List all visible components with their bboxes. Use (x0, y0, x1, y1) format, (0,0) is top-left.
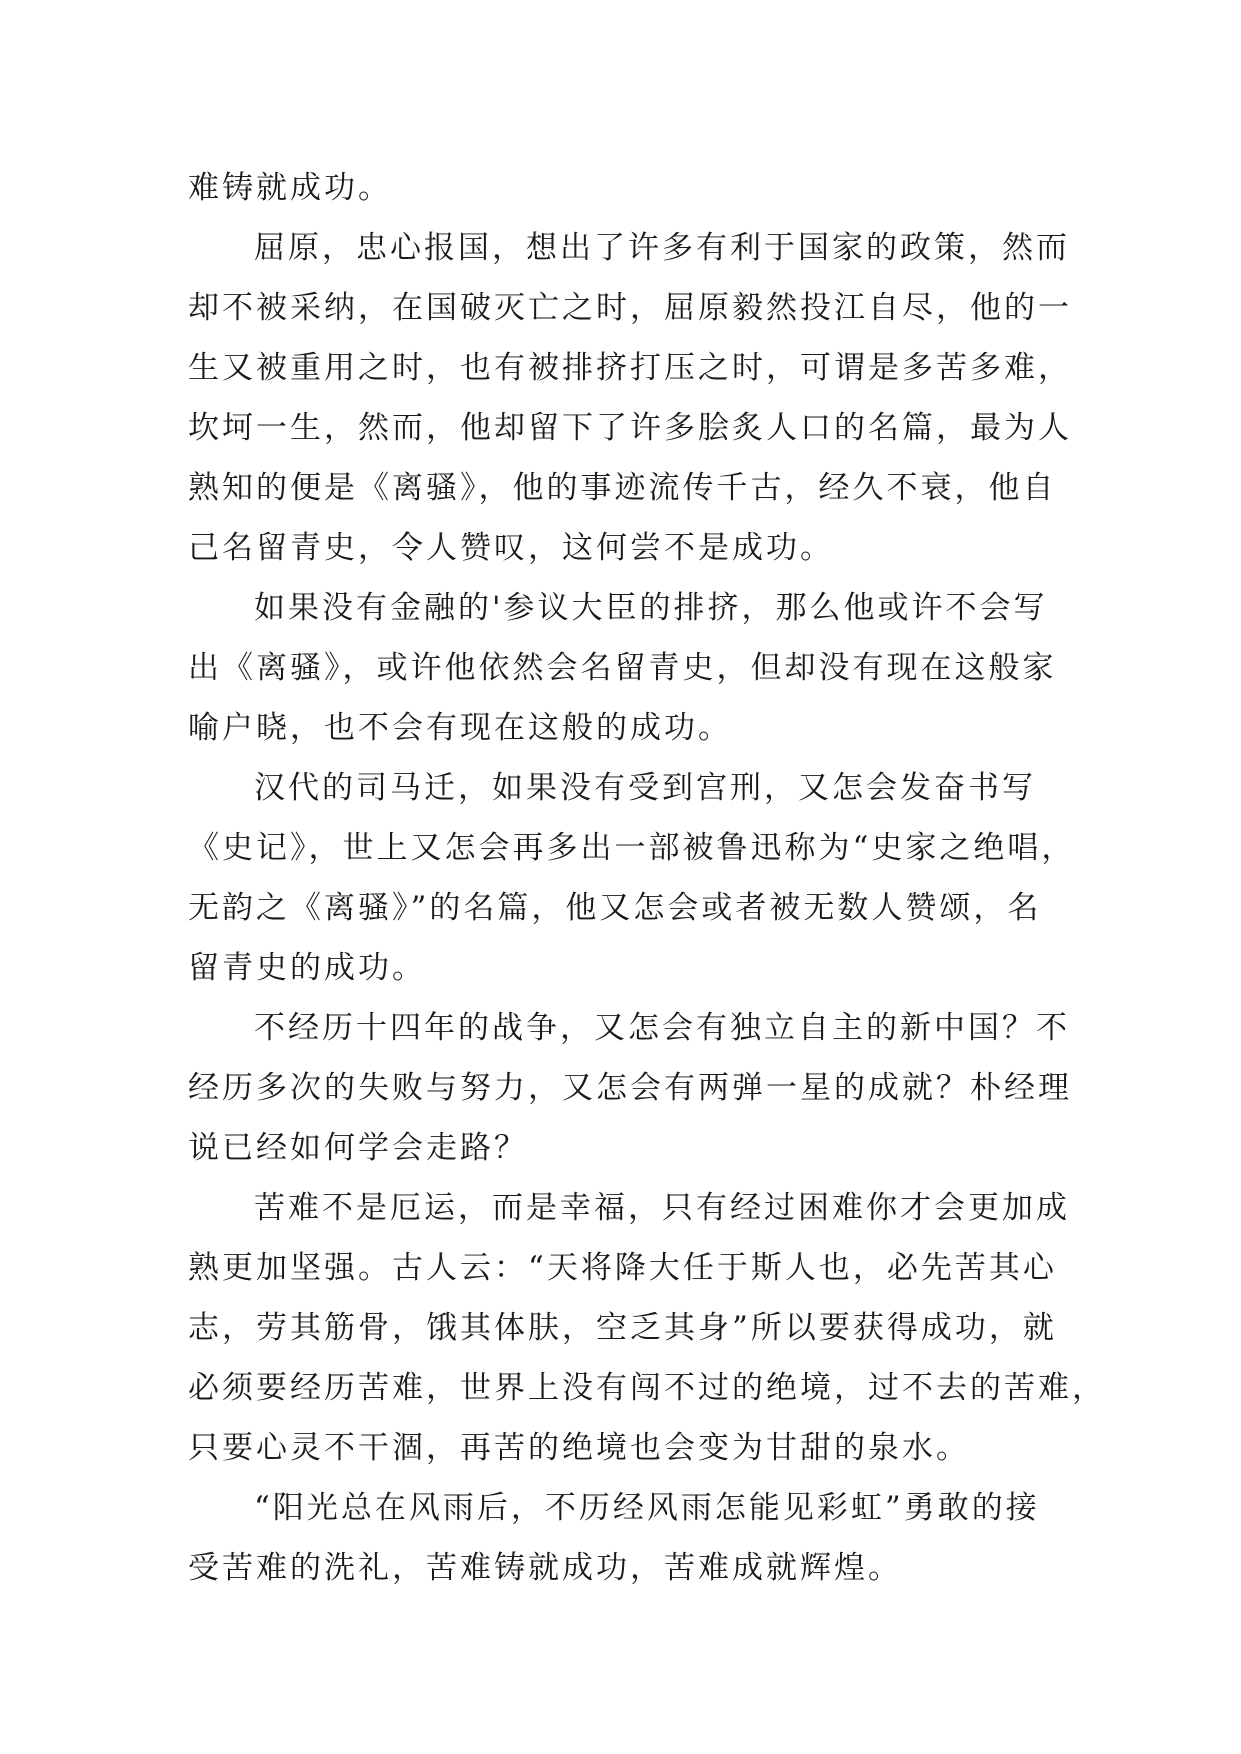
paragraph-first-line: “阳光总在风雨后，不历经风雨怎能见彩虹”勇敢的接 (254, 1490, 1040, 1526)
paragraph-first-line: 不经历十四年的战争，又怎会有独立自主的新中国？不 (254, 1010, 1070, 1046)
text-line: 己名留青史，令人赞叹，这何尝不是成功。 (188, 530, 834, 566)
text-line: 却不被采纳，在国破灭亡之时，屈原毅然投江自尽，他的一 (188, 290, 1072, 326)
text-line: 经历多次的失败与努力，又怎会有两弹一星的成就？朴经理 (188, 1070, 1072, 1106)
text-line: 必须要经历苦难，世界上没有闯不过的绝境，过不去的苦难， (188, 1370, 1106, 1406)
essay-body (188, 158, 1106, 1598)
text-line: 坎坷一生，然而，他却留下了许多脍炙人口的名篇，最为人 (188, 410, 1072, 446)
text-line: 出《离骚》，或许他依然会名留青史，但却没有现在这般家 (188, 650, 1057, 686)
text-line: 《史记》，世上又怎会再多出一部被鲁迅称为“史家之绝唱， (188, 830, 1076, 866)
text-line: 说已经如何学会走路？ (188, 1130, 528, 1166)
text-line: 无韵之《离骚》”的名篇，他又怎会或者被无数人赞颂，名 (188, 890, 1042, 926)
paragraph-first-line: 如果没有金融的'参议大臣的排挤，那么他或许不会写 (254, 590, 1048, 626)
text-line: 熟知的便是《离骚》，他的事迹流传千古，经久不衰，他自 (188, 470, 1057, 506)
text-line: 喻户晓，也不会有现在这般的成功。 (188, 710, 732, 746)
text-line: 受苦难的洗礼，苦难铸就成功，苦难成就辉煌。 (188, 1550, 902, 1586)
text-line: 留青史的成功。 (188, 950, 426, 986)
paragraph-first-line: 屈原，忠心报国，想出了许多有利于国家的政策，然而 (254, 230, 1070, 266)
text-line: 生又被重用之时，也有被排挤打压之时，可谓是多苦多难， (188, 350, 1072, 386)
text-line: 只要心灵不干涸，再苦的绝境也会变为甘甜的泉水。 (188, 1430, 970, 1466)
text-line: 志，劳其筋骨，饿其体肤，空乏其身”所以要获得成功，就 (188, 1310, 1057, 1346)
text-line: 难铸就成功。 (188, 170, 392, 206)
text-line: 熟更加坚强。古人云：“天将降大任于斯人也，必先苦其心 (188, 1250, 1057, 1286)
paragraph-first-line: 苦难不是厄运，而是幸福，只有经过困难你才会更加成 (254, 1190, 1070, 1226)
paragraph-first-line: 汉代的司马迁，如果没有受到宫刑，又怎会发奋书写 (254, 770, 1036, 806)
